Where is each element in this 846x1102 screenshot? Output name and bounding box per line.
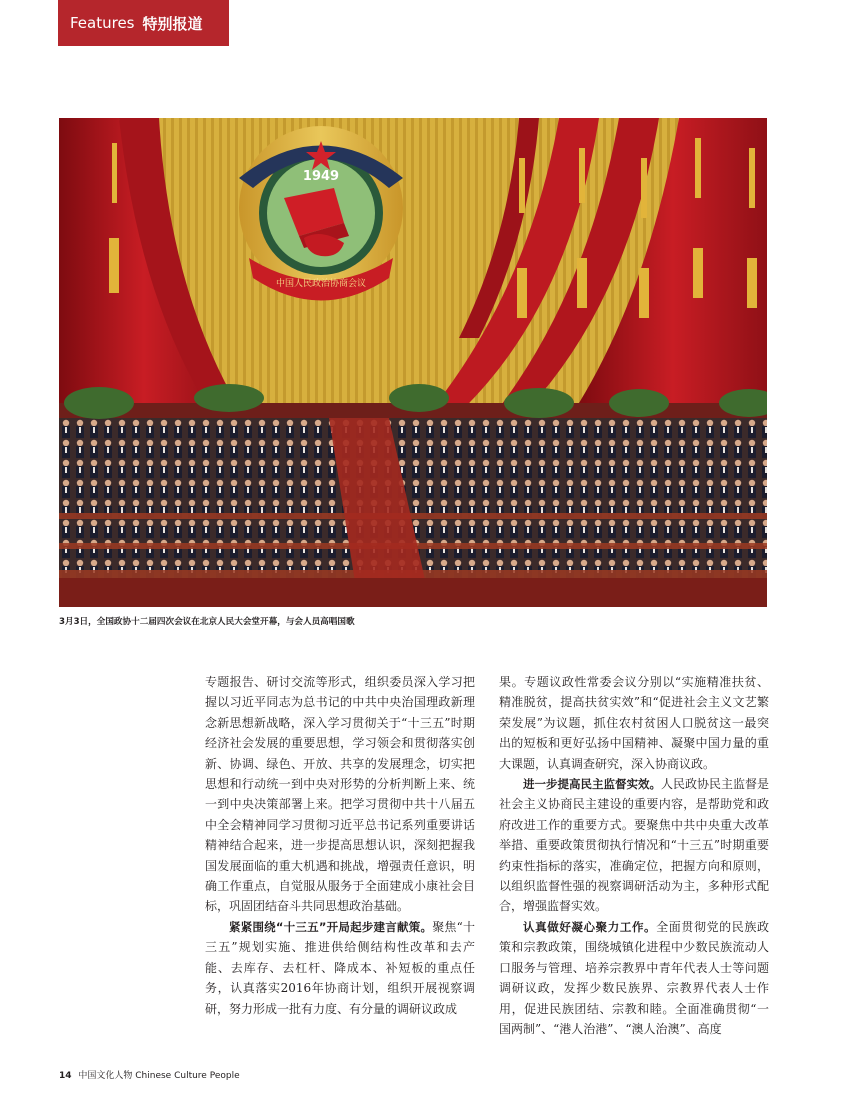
paragraph-lead: 紧紧围绕“十三五”开局起步建言献策。 xyxy=(229,919,433,934)
page-footer xyxy=(59,1068,240,1081)
paragraph-body: 人民政协民主监督是社会主义协商民主建设的重要内容，是帮助党和政府改进工作的重要方式。要聚焦中共中央重大改革举措、重要政策贯彻执行情况和“十三五”时期重要约束性指标的落实，准确定位，把握方向和原则，以组织监督性强的视察调研活动为主，多种形式配合，增强监督实效。 xyxy=(499,777,770,914)
paragraph-body: 全面贯彻党的民族政策和宗教政策，围绕城镇化进程中少数民族流动人口服务与管理、培养宗教界中青年代表人士等问题调研议政，发挥少数民族界、宗教界代表人士作用，促进民族团结、宗教和睦。全面准确贯彻“一国两制”、“港人治港”、“澳人治澳”、高度 xyxy=(499,919,769,1036)
section-label-cn: 特别报道 xyxy=(142,14,203,33)
paragraph: 果。专题议政性常委会议分别以“实施精准扶贫、精准脱贫，提高扶贫实效”和“促进社会主义文艺繁荣发展”为议题，抓住农村贫困人口脱贫这一最突出的短板和更好弘扬中国精神、凝聚中国力量的重大课题，认真调查研究，深入协商议政。 xyxy=(499,675,769,771)
photo-caption: 3月3日，全国政协十二届四次会议在北京人民大会堂开幕，与会人员高唱国歌 xyxy=(59,617,355,627)
paragraph xyxy=(205,917,475,1019)
paragraph xyxy=(499,917,769,1039)
assembly-photo xyxy=(59,118,767,607)
cppcc-emblem xyxy=(239,126,403,301)
section-label-en: Features xyxy=(70,14,135,32)
paragraph xyxy=(499,774,769,917)
emblem-ribbon-text: 中国人民政治协商会议 xyxy=(275,279,367,289)
page-number: 14 xyxy=(59,1071,72,1081)
article-column-left xyxy=(205,672,475,1019)
section-tab xyxy=(58,0,229,46)
paragraph-lead: 进一步提高民主监督实效。 xyxy=(523,777,661,792)
paragraph: 专题报告、研讨交流等形式，组织委员深入学习把握以习近平同志为总书记的中共中央治国理政新理念新思想新战略，深入学习贯彻关于“十三五”时期经济社会发展的重要思想，学习领会和贯彻落实创新、协调、绿色、开放、共享的发展理念，切实把思想和行动统一到中央对形势的分析判断上来、统一到中央决策部署上来。把学习贯彻中共十八届五中全会精神同学习贯彻习近平总书记系列重要讲话精神结合起来，进一步提高思想认识，深刻把握我国发展面临的重大机遇和挑战，增强责任意识，明确工作重点，自觉服从服务于全面建成小康社会目标，巩固团结奋斗共同思想政治基础。 xyxy=(205,675,475,914)
article-column-right xyxy=(499,672,769,1039)
paragraph-lead: 认真做好凝心聚力工作。 xyxy=(523,919,657,934)
emblem-year: 1949 xyxy=(302,169,340,184)
paragraph-body: 聚焦“十三五”规划实施、推进供给侧结构性改革和去产能、去库存、去杠杆、降成本、补短板的重点任务，认真落实2016年协商计划，组织开展视察调研，努力形成一批有力度、有分量的调研议政成 xyxy=(205,919,475,1016)
publication-name: 中国文化人物 Chinese Culture People xyxy=(78,1071,240,1081)
